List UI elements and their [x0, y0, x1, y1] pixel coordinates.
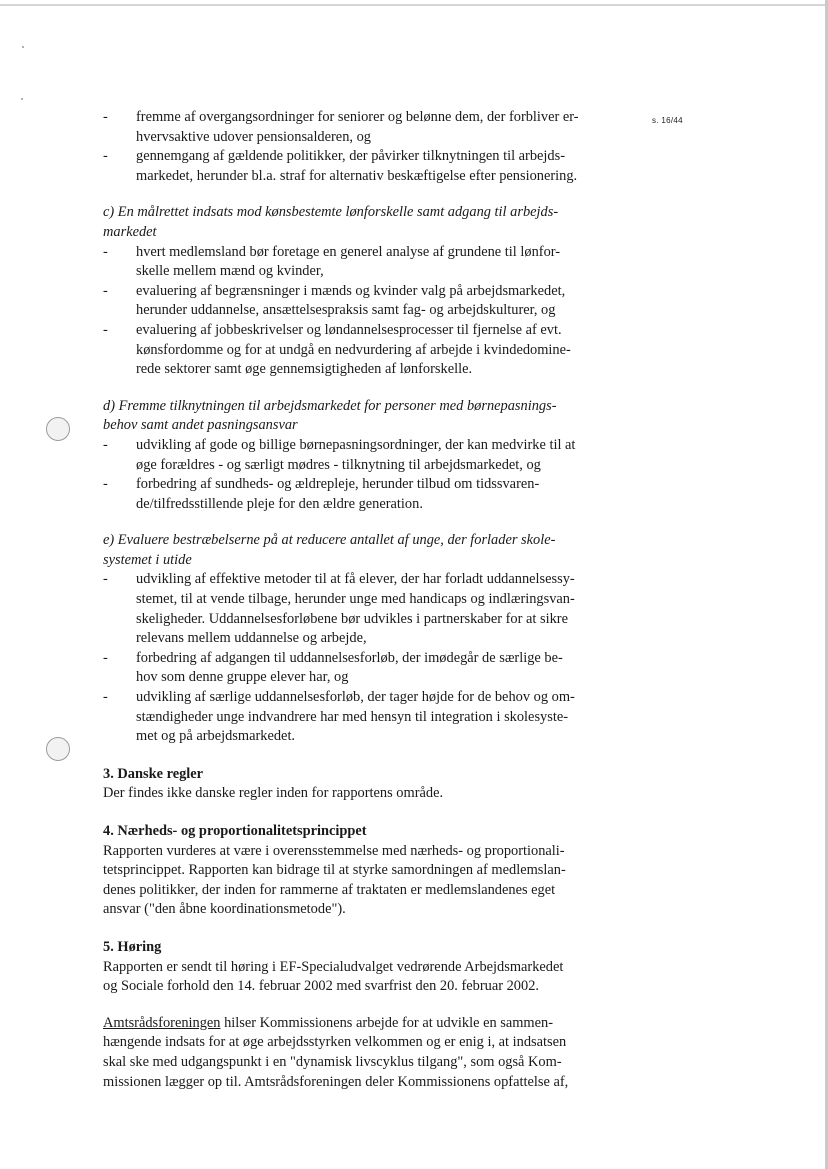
page-number: s. 16/44 [652, 116, 683, 125]
list-item-text: evaluering af begrænsninger i mænds og kvinder valg på arbejdsmarkedet, herunder uddannelse, ansættelsespraksis samt fag- og arbejdskulturer, og [136, 282, 566, 319]
bullet-dash: - [103, 109, 108, 125]
list-item [103, 147, 639, 186]
list-item [103, 475, 639, 514]
punch-hole [46, 417, 70, 441]
section-heading-4: 4. Nærheds- og proportionalitetsprincippet [103, 823, 367, 839]
list-item-text: forbedring af adgangen til uddannelsesforløb, der imødegår de særlige be- hov som denne gruppe elever har, og [136, 649, 563, 686]
section-heading-e: e) Evaluere bestræbelserne på at reducere antallet af unge, der forlader skole- systemet i utide [103, 532, 556, 568]
section-3-text: Der findes ikke danske regler inden for rapportens område. [103, 785, 444, 802]
list-item-text: udvikling af gode og billige børnepasningsordninger, der kan medvirke til at øge forældres - og særligt mødres - tilknytning til arbejdsmarkedet, og [136, 436, 576, 473]
list-item-text: fremme af overgangsordninger for seniorer og belønne dem, der forbliver er- hvervsaktive udover pensionsalderen, og [136, 109, 579, 145]
list-item [103, 321, 639, 380]
scan-top-border [0, 4, 828, 6]
closing-text: hilser Kommissionens arbejde for at udvikle en sammen- hængende indsats for at øge arbejdsstyrken velkommen og er enig i, at indsatsen skal ske med udgangspunkt i en "dynamisk livscyklus tilgang", som også Kom- missionen lægger op til. Amtsrådsforeningen deler Kommissionens opfattelse af, [103, 1014, 569, 1090]
section-5-text: Rapporten er sendt til høring i EF-Specialudvalget vedrørende Arbejdsmarkedet og Sociale forhold den 14. februar 2002 med svarfrist den 20. februar 2002. [103, 958, 564, 995]
section-heading-5: 5. Høring [103, 938, 162, 955]
list-item [103, 436, 639, 475]
bullet-dash: - [103, 476, 108, 493]
list-item [103, 649, 639, 688]
organization-name: Amtsrådsforeningen [103, 1014, 221, 1031]
list-item [103, 688, 639, 747]
list-item-text: hvert medlemsland bør foretage en generel analyse af grundene til lønfor- skelle mellem mænd og kvinder, [136, 243, 561, 280]
list-item-text: gennemgang af gældende politikker, der påvirker tilknytningen til arbejds- markedet, herunder bl.a. straf for alternativ beskæftigelse efter pensionering. [136, 148, 578, 184]
list-item [103, 282, 639, 321]
list-item [103, 108, 639, 147]
list-item-text: evaluering af jobbeskrivelser og løndannelsesprocesser til fjernelse af evt. kønsfordomme og for at undgå en nedvurdering af arbejde i kvindedomine- rede sektorer samt øge gennemsigtigheden af lønforskelle. [136, 321, 571, 378]
bullet-dash: - [103, 649, 108, 666]
section-heading-c: c) En målrettet indsats mod kønsbestemte lønforskelle samt adgang til arbejds- markedet [103, 204, 559, 240]
scan-speck [21, 98, 23, 100]
section-heading-d: d) Fremme tilknytningen til arbejdsmarkedet for personer med børnepasnings- behov samt andet pasningsansvar [103, 397, 557, 434]
section-heading-3: 3. Danske regler [103, 765, 204, 782]
section-4-text: Rapporten vurderes at være i overensstemmelse med nærheds- og proportionali- tetsprincippet. Rapporten kan bidrage til at styrke samordningen af medlemslan- denes politikker, der inden for rammerne af traktaten er medlemslandenes eget ansvar ("den åbne koordinationsmetode"). [103, 842, 566, 918]
list-item [103, 243, 639, 282]
list-item-text: forbedring af sundheds- og ældrepleje, herunder tilbud om tidssvaren- de/tilfredsstillende pleje for den ældre generation. [136, 476, 540, 512]
punch-hole [46, 737, 70, 761]
list-item-text: udvikling af effektive metoder til at få elever, der har forladt uddannelsessy- stemet, til at vende tilbage, herunder unge med handicaps og indlæringsvan- skeligheder. Uddannelsesforløbene bør udvikles i partnerskaber for at sikre relevans mellem uddannelse og arbejde, [136, 571, 575, 647]
document-body [103, 108, 639, 1092]
bullet-dash: - [103, 243, 108, 260]
bullet-dash: - [103, 282, 108, 299]
bullet-dash: - [103, 436, 108, 453]
list-item [103, 570, 639, 648]
bullet-dash: - [103, 321, 108, 338]
bullet-dash: - [103, 689, 108, 706]
scan-speck [22, 46, 24, 48]
list-item-text: udvikling af særlige uddannelsesforløb, der tager højde for de behov og om- stændigheder unge indvandrere har med hensyn til integration i skolesyste- met og på arbejdsmarkedet. [136, 689, 575, 745]
bullet-dash: - [103, 148, 108, 165]
bullet-dash: - [103, 571, 108, 588]
closing-paragraph [103, 1014, 639, 1092]
